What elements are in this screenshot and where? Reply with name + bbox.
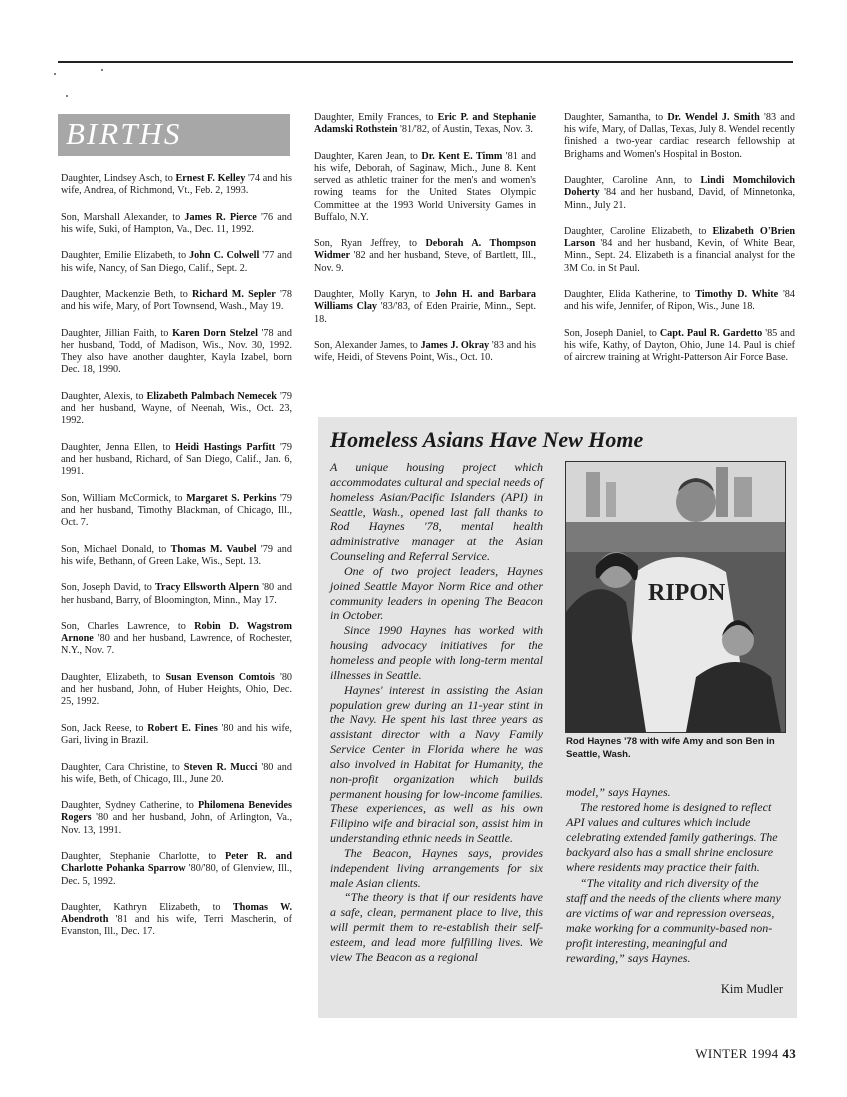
- birth-entry-text: Son, Michael Donald, to: [61, 543, 171, 555]
- alumni-name: James R. Pierce: [184, 211, 257, 223]
- alumni-name: Robert E. Fines: [147, 722, 218, 734]
- alumni-name: Robin D. Wagstrom Arnone: [61, 621, 292, 645]
- alumni-name: Richard M. Sepler: [192, 289, 276, 301]
- issue-label: WINTER 1994: [695, 1046, 779, 1061]
- alumni-name: John H. and Barbara Williams Clay: [314, 289, 536, 313]
- birth-entry: [564, 112, 795, 161]
- birth-entry-text: '83 and his wife, Heidi, of Stevens Point, Wis., Oct. 10.: [314, 340, 536, 364]
- alumni-name: Ernest F. Kelley: [175, 173, 246, 184]
- photo-shirt-text: RIPON: [648, 580, 726, 606]
- feature-article: [318, 417, 797, 1018]
- birth-entry-text: Son, William McCormick, to: [61, 492, 187, 504]
- birth-entry-text: Daughter, Caroline Elizabeth, to: [564, 226, 713, 238]
- birth-entry-text: '80 and her husband, John, of Huber Heights, Ohio, Dec. 25, 1992.: [61, 671, 293, 708]
- birth-entry-text: Daughter, Elida Katherine, to: [564, 289, 696, 301]
- birth-entry-text: Son, Ryan Jeffrey, to: [314, 238, 426, 250]
- birth-entry: [61, 328, 292, 377]
- alumni-name: John C. Colwell: [189, 250, 260, 262]
- birth-entry-text: Daughter, Karen Jean, to: [314, 150, 422, 162]
- birth-entry-text: '77 and his wife, Nancy, of San Diego, Calif., Sept. 2.: [61, 250, 292, 274]
- birth-entry: [61, 391, 292, 428]
- birth-entry-text: Daughter, Elizabeth, to: [61, 671, 166, 683]
- birth-entry-text: '80 and his wife, Beth, of Chicago, Ill., June 20.: [61, 761, 292, 785]
- article-title: Homeless Asians Have New Home: [330, 427, 644, 452]
- alumni-name: Thomas M. Vaubel: [170, 543, 257, 555]
- birth-entry-text: Daughter, Stephanie Charlotte, to: [61, 851, 225, 863]
- alumni-name: Peter R. and Charlotte Pohanka Sparrow: [61, 851, 292, 875]
- birth-entry: [61, 544, 292, 568]
- birth-entry-text: '80 and her husband, John, of Arlington, Va., Nov. 13, 1991.: [61, 812, 292, 836]
- alumni-name: Elizabeth O'Brien Larson: [564, 226, 796, 250]
- birth-entry-text: '83 and his wife, Mary, of Dallas, Texas, July 8. Wendel recently finished a two-year cardiac research fellowship at Brighams and Women's Hospital in Boston.: [564, 112, 795, 160]
- alumni-name: Thomas W. Abendroth: [61, 902, 292, 926]
- birth-entry-text: '76 and his wife, Suki, of Hampton, Va., Dec. 11, 1992.: [61, 211, 292, 235]
- birth-entry-text: Daughter, Emilie Elizabeth, to: [61, 250, 190, 262]
- birth-entry-text: '85 and his wife, Kathy, of Dayton, Ohio, June 14. Paul is chief of aircrew training at Wright-Patterson Air Force Base.: [564, 327, 795, 364]
- birth-entry: [314, 289, 536, 326]
- birth-entry: [61, 723, 292, 747]
- birth-entry: [564, 289, 795, 313]
- article-paragraph: “The vitality and rich diversity of the staff and the needs of the clients where many are victims of war and repression overseas, make working for a community-based non-profit interesting, meaningful and rewarding,” says Haynes.: [566, 875, 781, 966]
- birth-entry-text: '78 and her husband, Todd, of Madison, Wis., Nov. 30, 1992. They also have another daughter, Kayla Izabel, born Dec. 18, 1990.: [61, 327, 292, 376]
- birth-entry-text: '84 and her husband, David, of Minnetonka, Minn., July 21.: [564, 187, 795, 211]
- birth-entry-text: Son, Marshall Alexander, to: [61, 211, 185, 223]
- article-photo: [565, 461, 786, 733]
- page-number: 43: [782, 1046, 796, 1061]
- birth-entry-text: Son, Alexander James, to: [314, 340, 421, 352]
- birth-entry-text: '81 and his wife, Terri Mascherin, of Evanston, Ill., Dec. 17.: [61, 914, 292, 938]
- alumni-name: Philomena Benevides Rogers: [61, 800, 292, 824]
- birth-entry-text: '84 and his wife, Jennifer, of Ripon, Wis., June 18.: [564, 289, 795, 313]
- photo-illustration: [566, 462, 785, 732]
- page-footer: [695, 1046, 796, 1062]
- article-paragraph: Since 1990 Haynes has worked with housing advocacy initiatives for the homeless and people with long-term mental illnesses in Seattle.: [330, 623, 543, 682]
- article-paragraph: “The theory is that if our residents have a safe, clean, permanent place to live, this will permit them to re-establish their self-esteem, and lead more fulfilling lives. We view The Beacon as a regional: [330, 890, 543, 964]
- births-column-3: [564, 112, 795, 379]
- birth-entry: [61, 173, 292, 197]
- birth-entry-text: '82 and her husband, Steve, of Bartlett, Ill., Nov. 9.: [314, 250, 536, 274]
- alumni-name: Lindi Momchilovich Doherty: [564, 175, 795, 199]
- birth-entry-text: Son, Joseph David, to: [61, 582, 156, 594]
- birth-entry-text: Daughter, Molly Karyn, to: [314, 289, 436, 301]
- alumni-name: Tracy Ellsworth Alpern: [155, 582, 259, 594]
- article-paragraph: The restored home is designed to reflect API values and cultures which include celebrating extended family gatherings. The backyard also has a small shrine enclosure where residents may practice their faith.: [566, 800, 778, 875]
- scan-speck: [66, 95, 68, 97]
- birth-entry-text: '81 and his wife, Deborah, of Saginaw, Mich., June 8. Kent served as athletic trainer for the men's and women's rowing teams for the United States Olympic Committee at the 1993 World University Games in Buffalo, N.Y.: [314, 150, 536, 223]
- alumni-name: Eric P. and Stephanie Adamski Rothstein: [314, 112, 536, 136]
- scan-speck: [101, 69, 103, 71]
- birth-entry-text: Daughter, Samantha, to: [564, 112, 668, 123]
- birth-entry-text: Daughter, Caroline Ann, to: [564, 175, 701, 187]
- article-column-2: [566, 785, 781, 966]
- birth-entry-text: Daughter, Jillian Faith, to: [61, 327, 173, 339]
- birth-entry: [314, 112, 536, 136]
- birth-entry: [61, 582, 292, 606]
- alumni-name: Susan Evenson Comtois: [165, 671, 275, 683]
- birth-entry: [61, 672, 292, 709]
- birth-entry: [314, 238, 536, 275]
- article-column-1: [330, 460, 543, 965]
- birth-entry-text: Daughter, Lindsey Asch, to: [61, 173, 176, 184]
- birth-entry: [564, 328, 795, 365]
- article-paragraph: The Beacon, Haynes says, provides independent living arrangements for six male Asian clients.: [330, 845, 543, 890]
- birth-entry: [61, 212, 292, 236]
- births-column-2: [314, 112, 536, 379]
- births-heading: [58, 114, 290, 156]
- alumni-name: James J. Okray: [420, 340, 490, 352]
- birth-entry-text: Daughter, Cara Christine, to: [61, 761, 184, 773]
- birth-entry: [61, 762, 292, 786]
- birth-entry: [564, 226, 795, 275]
- birth-entry-text: '81/'82, of Austin, Texas, Nov. 3.: [397, 124, 533, 136]
- birth-entry: [314, 340, 536, 364]
- birth-entry-text: '84 and her husband, Kevin, of White Bear, Minn., Sept. 24. Elizabeth is a financial analyst for the 3M Co. in St Paul.: [564, 238, 795, 274]
- birth-entry-text: '74 and his wife, Andrea, of Richmond, Vt., Feb. 2, 1993.: [61, 173, 292, 197]
- scan-speck: [54, 73, 56, 75]
- birth-entry-text: '78 and his wife, Mary, of Port Townsend, Wash., May 19.: [61, 289, 292, 313]
- birth-entry: [61, 800, 292, 837]
- birth-entry-text: Daughter, Alexis, to: [61, 390, 147, 402]
- birth-entry-text: Son, Joseph Daniel, to: [564, 327, 660, 339]
- birth-entry-text: Daughter, Emily Frances, to: [314, 112, 438, 123]
- birth-entry: [61, 289, 292, 313]
- birth-entry-text: Son, Jack Reese, to: [61, 722, 148, 734]
- birth-entry-text: '79 and his wife, Bethann, of Green Lake, Wis., Sept. 13.: [61, 543, 292, 567]
- alumni-name: Dr. Wendel J. Smith: [667, 112, 760, 123]
- birth-entry: [564, 175, 795, 212]
- birth-entry-text: '80/'80, of Glenview, Ill., Dec. 5, 1992.: [61, 863, 292, 887]
- births-heading-text: BIRTHS: [66, 116, 182, 151]
- top-rule: [58, 61, 793, 63]
- birth-entry-text: Daughter, Mackenzie Beth, to: [61, 289, 192, 301]
- birth-entry: [61, 621, 292, 658]
- article-paragraph: One of two project leaders, Haynes joined Seattle Mayor Norm Rice and other community leaders in opening The Beacon in October.: [330, 563, 543, 623]
- birth-entry-text: '83/'83, of Eden Prairie, Minn., Sept. 18.: [314, 301, 536, 325]
- alumni-name: Timothy D. White: [695, 289, 779, 301]
- alumni-name: Steven R. Mucci: [183, 761, 258, 773]
- alumni-name: Margaret S. Perkins: [186, 492, 277, 504]
- photo-caption: Rod Haynes '78 with wife Amy and son Ben in Seattle, Wash.: [566, 736, 775, 760]
- alumni-name: Deborah A. Thompson Widmer: [314, 238, 536, 262]
- birth-entry-text: '79 and her husband, Timothy Blackman, of Chicago, Ill., Oct. 7.: [61, 492, 292, 529]
- birth-entry-text: Daughter, Jenna Ellen, to: [61, 441, 176, 453]
- article-byline: Kim Mudler: [720, 982, 783, 996]
- article-paragraph: model,” says Haynes.: [566, 785, 671, 799]
- article-paragraph: Haynes' interest in assisting the Asian population grew during an 11-year stint in the Navy. He spent his last three years as assistant director with a Navy Family Service Center in Florida where he was also involved in Habitat for Humanity, the non-profit organization which builds permanent housing for low-income families. These experiences, as well as his own Filipino wife and biracial son, assist him in understanding ethnic needs in Seattle.: [330, 682, 543, 846]
- birth-entry: [61, 250, 292, 274]
- birth-entry-text: '80 and her husband, Lawrence, of Rochester, N.Y., Nov. 7.: [61, 633, 292, 657]
- birth-entry: [61, 851, 292, 888]
- alumni-name: Elizabeth Palmbach Nemecek: [146, 390, 277, 402]
- birth-entry: [314, 151, 536, 224]
- alumni-name: Dr. Kent E. Timm: [421, 150, 503, 162]
- alumni-name: Capt. Paul R. Gardetto: [659, 327, 763, 339]
- birth-entry: [61, 902, 292, 939]
- births-column-1: [61, 173, 292, 953]
- birth-entry-text: '79 and her husband, Richard, of San Diego, Calif., Jan. 6, 1991.: [61, 441, 292, 478]
- birth-entry-text: '80 and her husband, Barry, of Bloomington, Minn., May 17.: [61, 582, 292, 606]
- birth-entry-text: Son, Charles Lawrence, to: [61, 621, 195, 633]
- birth-entry: [61, 442, 292, 479]
- birth-entry-text: Daughter, Kathryn Elizabeth, to: [61, 902, 233, 914]
- birth-entry-text: '79 and her husband, Wayne, of Neenah, Wis., Oct. 23, 1992.: [61, 390, 292, 427]
- alumni-name: Karen Dorn Stelzel: [172, 327, 258, 339]
- article-paragraph: A unique housing project which accommodates cultural and special needs of homeless Asian/Pacific Islanders (API) in Seattle, Wash., opened last fall thanks to Rod Haynes '78, mental health administrative manager at the Asian Counseling and Referral Service.: [330, 460, 543, 564]
- birth-entry-text: Daughter, Sydney Catherine, to: [61, 800, 198, 812]
- alumni-name: Heidi Hastings Parfitt: [175, 441, 276, 453]
- birth-entry: [61, 493, 292, 530]
- birth-entry-text: '80 and his wife, Gari, living in Brazil.: [61, 722, 292, 747]
